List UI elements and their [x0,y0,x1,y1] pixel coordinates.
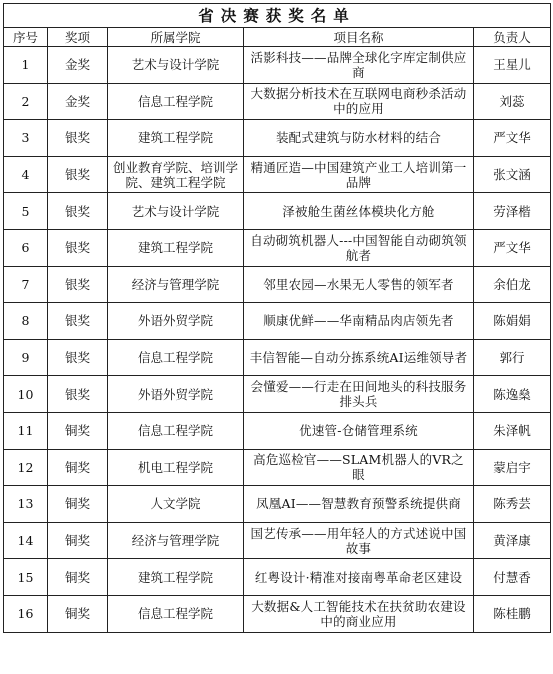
row-number: 5 [4,193,48,230]
project-name: 凤凰AI——智慧教育预警系统提供商 [244,486,474,523]
project-owner: 王星儿 [474,47,551,84]
award-level: 铜奖 [48,486,108,523]
project-name: 大数据&人工智能技术在扶贫助农建设中的商业应用 [244,595,474,632]
row-number: 1 [4,47,48,84]
award-level: 银奖 [48,266,108,303]
award-level: 银奖 [48,376,108,413]
project-name: 装配式建筑与防水材料的结合 [244,120,474,157]
college-name: 信息工程学院 [108,595,244,632]
award-level: 银奖 [48,156,108,193]
row-number: 2 [4,83,48,120]
table-row [4,486,551,523]
college-name: 建筑工程学院 [108,120,244,157]
award-level: 铜奖 [48,449,108,486]
college-name: 外语外贸学院 [108,303,244,340]
college-name: 创业教育学院、培训学院、建筑工程学院 [108,156,244,193]
header-no: 序号 [4,28,48,47]
project-owner: 刘蕊 [474,83,551,120]
award-level: 金奖 [48,47,108,84]
row-number: 11 [4,412,48,449]
row-number: 3 [4,120,48,157]
college-name: 信息工程学院 [108,339,244,376]
award-level: 铜奖 [48,595,108,632]
table-row [4,412,551,449]
table-row [4,522,551,559]
project-name: 红粤设计·精准对接南粤革命老区建设 [244,559,474,596]
table-title: 省决赛获奖名单 [4,4,551,28]
college-name: 机电工程学院 [108,449,244,486]
row-number: 16 [4,595,48,632]
award-level: 银奖 [48,193,108,230]
table-row [4,303,551,340]
award-table [3,3,551,633]
project-name: 自动砌筑机器人---中国智能自动砌筑领航者 [244,229,474,266]
table-row [4,595,551,632]
row-number: 14 [4,522,48,559]
award-level: 铜奖 [48,559,108,596]
college-name: 建筑工程学院 [108,559,244,596]
project-name: 活影科技——品牌全球化字库定制供应商 [244,47,474,84]
project-owner: 严文华 [474,229,551,266]
table-row [4,376,551,413]
row-number: 8 [4,303,48,340]
project-owner: 严文华 [474,120,551,157]
row-number: 13 [4,486,48,523]
college-name: 艺术与设计学院 [108,193,244,230]
project-name: 精通匠造—中国建筑产业工人培训第一品牌 [244,156,474,193]
table-body [4,47,551,633]
title-row [4,4,551,28]
college-name: 外语外贸学院 [108,376,244,413]
header-row [4,28,551,47]
row-number: 4 [4,156,48,193]
project-owner: 付慧香 [474,559,551,596]
table-row [4,266,551,303]
college-name: 信息工程学院 [108,412,244,449]
table-row [4,339,551,376]
college-name: 信息工程学院 [108,83,244,120]
project-owner: 陈逸燊 [474,376,551,413]
project-name: 顺康优鲜——华南精品肉店领先者 [244,303,474,340]
header-award: 奖项 [48,28,108,47]
row-number: 15 [4,559,48,596]
college-name: 建筑工程学院 [108,229,244,266]
header-owner: 负责人 [474,28,551,47]
row-number: 6 [4,229,48,266]
project-name: 丰信智能—自动分拣系统AI运维领导者 [244,339,474,376]
project-owner: 劳泽楷 [474,193,551,230]
project-name: 优速管-仓储管理系统 [244,412,474,449]
award-list-sheet [3,3,550,633]
row-number: 9 [4,339,48,376]
table-row [4,83,551,120]
award-level: 铜奖 [48,522,108,559]
project-owner: 张文涵 [474,156,551,193]
project-owner: 郭行 [474,339,551,376]
row-number: 7 [4,266,48,303]
table-row [4,120,551,157]
project-name: 国艺传承——用年轻人的方式述说中国故事 [244,522,474,559]
table-row [4,47,551,84]
project-name: 会懂爱——行走在田间地头的科技服务排头兵 [244,376,474,413]
project-owner: 朱泽帆 [474,412,551,449]
project-name: 泽被舱生菌丝体模块化方舱 [244,193,474,230]
project-owner: 黄泽康 [474,522,551,559]
row-number: 10 [4,376,48,413]
college-name: 经济与管理学院 [108,266,244,303]
project-owner: 蒙启宇 [474,449,551,486]
project-owner: 余伯龙 [474,266,551,303]
table-row [4,449,551,486]
row-number: 12 [4,449,48,486]
award-level: 银奖 [48,303,108,340]
project-owner: 陈桂鹏 [474,595,551,632]
project-owner: 陈秀芸 [474,486,551,523]
project-name: 高危巡检官——SLAM机器人的VR之眼 [244,449,474,486]
table-row [4,229,551,266]
college-name: 经济与管理学院 [108,522,244,559]
header-project: 项目名称 [244,28,474,47]
award-level: 铜奖 [48,412,108,449]
award-level: 银奖 [48,120,108,157]
header-college: 所属学院 [108,28,244,47]
table-row [4,193,551,230]
project-name: 大数据分析技术在互联网电商秒杀活动中的应用 [244,83,474,120]
project-owner: 陈娟娟 [474,303,551,340]
college-name: 人文学院 [108,486,244,523]
table-row [4,156,551,193]
award-level: 银奖 [48,229,108,266]
college-name: 艺术与设计学院 [108,47,244,84]
project-name: 邻里农园—水果无人零售的领军者 [244,266,474,303]
award-level: 金奖 [48,83,108,120]
award-level: 银奖 [48,339,108,376]
table-row [4,559,551,596]
